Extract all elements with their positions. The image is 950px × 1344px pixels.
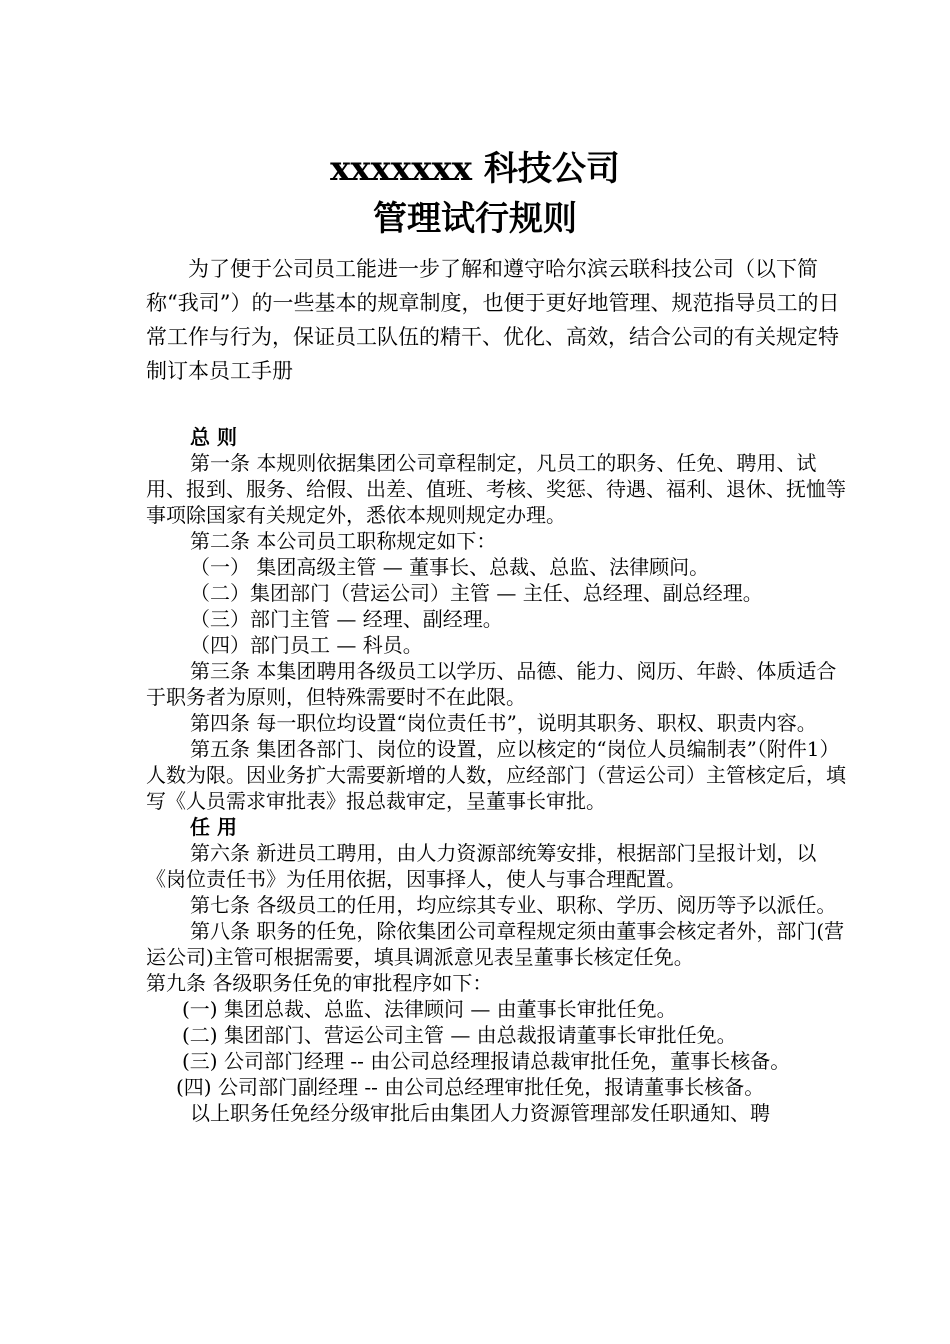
- article-9-item: (一) 集团总裁、总监、法律顾问 — 由董事长审批任免。: [182, 997, 677, 1021]
- article-9-item: (二) 集团部门、营运公司主管 — 由总裁报请董事长审批任免。: [182, 1023, 737, 1047]
- article-9: 第九条 各级职务任免的审批程序如下：: [146, 971, 493, 995]
- article-1: 第一条 本规则依据集团公司章程制定，凡员工的职务、任免、聘用、试用、报到、服务、给假、出差、值班、考核、奖惩、待遇、福利、退休、抚恤等事项除国家有关规定外，悉依本规则规定办理。: [146, 451, 846, 527]
- intro-paragraph: 为了便于公司员工能进一步了解和遵守哈尔滨云联科技公司（以下简称“我司”）的一些基本的规章制度，也便于更好地管理、规范指导员工的日常工作与行为，保证员工队伍的精干、优化、高效，结合公司的有关规定特制订本员工手册: [146, 257, 840, 383]
- article-8: 第八条 职务的任免，除依集团公司章程规定须由董事会核定者外，部门(营运公司)主管可根据需要，填具调派意见表呈董事长核定任免。: [146, 919, 845, 969]
- article-2-item: （三）部门主管 — 经理、副经理。: [190, 607, 503, 631]
- article-5: 第五条 集团各部门、岗位的设置，应以核定的“岗位人员编制表”（附件1）人数为限。因业务扩大需要新增的人数，应经部门（营运公司）主管核定后，填写《人员需求审批表》报总裁审定，呈董事长审批。: [146, 737, 846, 813]
- section-heading-appointment: 任 用: [190, 815, 237, 839]
- document-title: 管理试行规则: [373, 199, 577, 239]
- section-heading-general: 总 则: [190, 425, 237, 449]
- article-9-item: (四) 公司部门副经理 -- 由公司总经理审批任免，报请董事长核备。: [176, 1075, 765, 1099]
- article-3: 第三条 本集团聘用各级员工以学历、品德、能力、阅历、年龄、体质适合于职务者为原则，但特殊需要时不在此限。: [146, 659, 837, 709]
- document-body: [146, 424, 846, 1126]
- article-2-item: （二）集团部门（营运公司）主管 — 主任、总经理、副总经理。: [190, 581, 763, 605]
- article-4: 第四条 每一职位均设置“岗位责任书”，说明其职务、职权、职责内容。: [190, 711, 817, 735]
- closing-paragraph: 以上职务任免经分级审批后由集团人力资源管理部发任职通知、聘: [190, 1101, 770, 1125]
- company-title: xxxxxxx 科技公司: [330, 149, 620, 189]
- article-2-item: （四）部门员工 — 科员。: [190, 633, 423, 657]
- article-9-item: (三) 公司部门经理 -- 由公司总经理报请总裁审批任免，董事长核备。: [182, 1049, 791, 1073]
- article-2: 第二条 本公司员工职称规定如下：: [190, 529, 497, 553]
- article-7: 第七条 各级员工的任用，均应综其专业、职称、学历、阅历等予以派任。: [190, 893, 837, 917]
- article-6: 第六条 新进员工聘用，由人力资源部统筹安排，根据部门呈报计划，以《岗位责任书》为任用依据，因事择人，使人与事合理配置。: [146, 841, 817, 891]
- article-2-item: （一） 集团高级主管 — 董事长、总裁、总监、法律顾问。: [190, 555, 710, 579]
